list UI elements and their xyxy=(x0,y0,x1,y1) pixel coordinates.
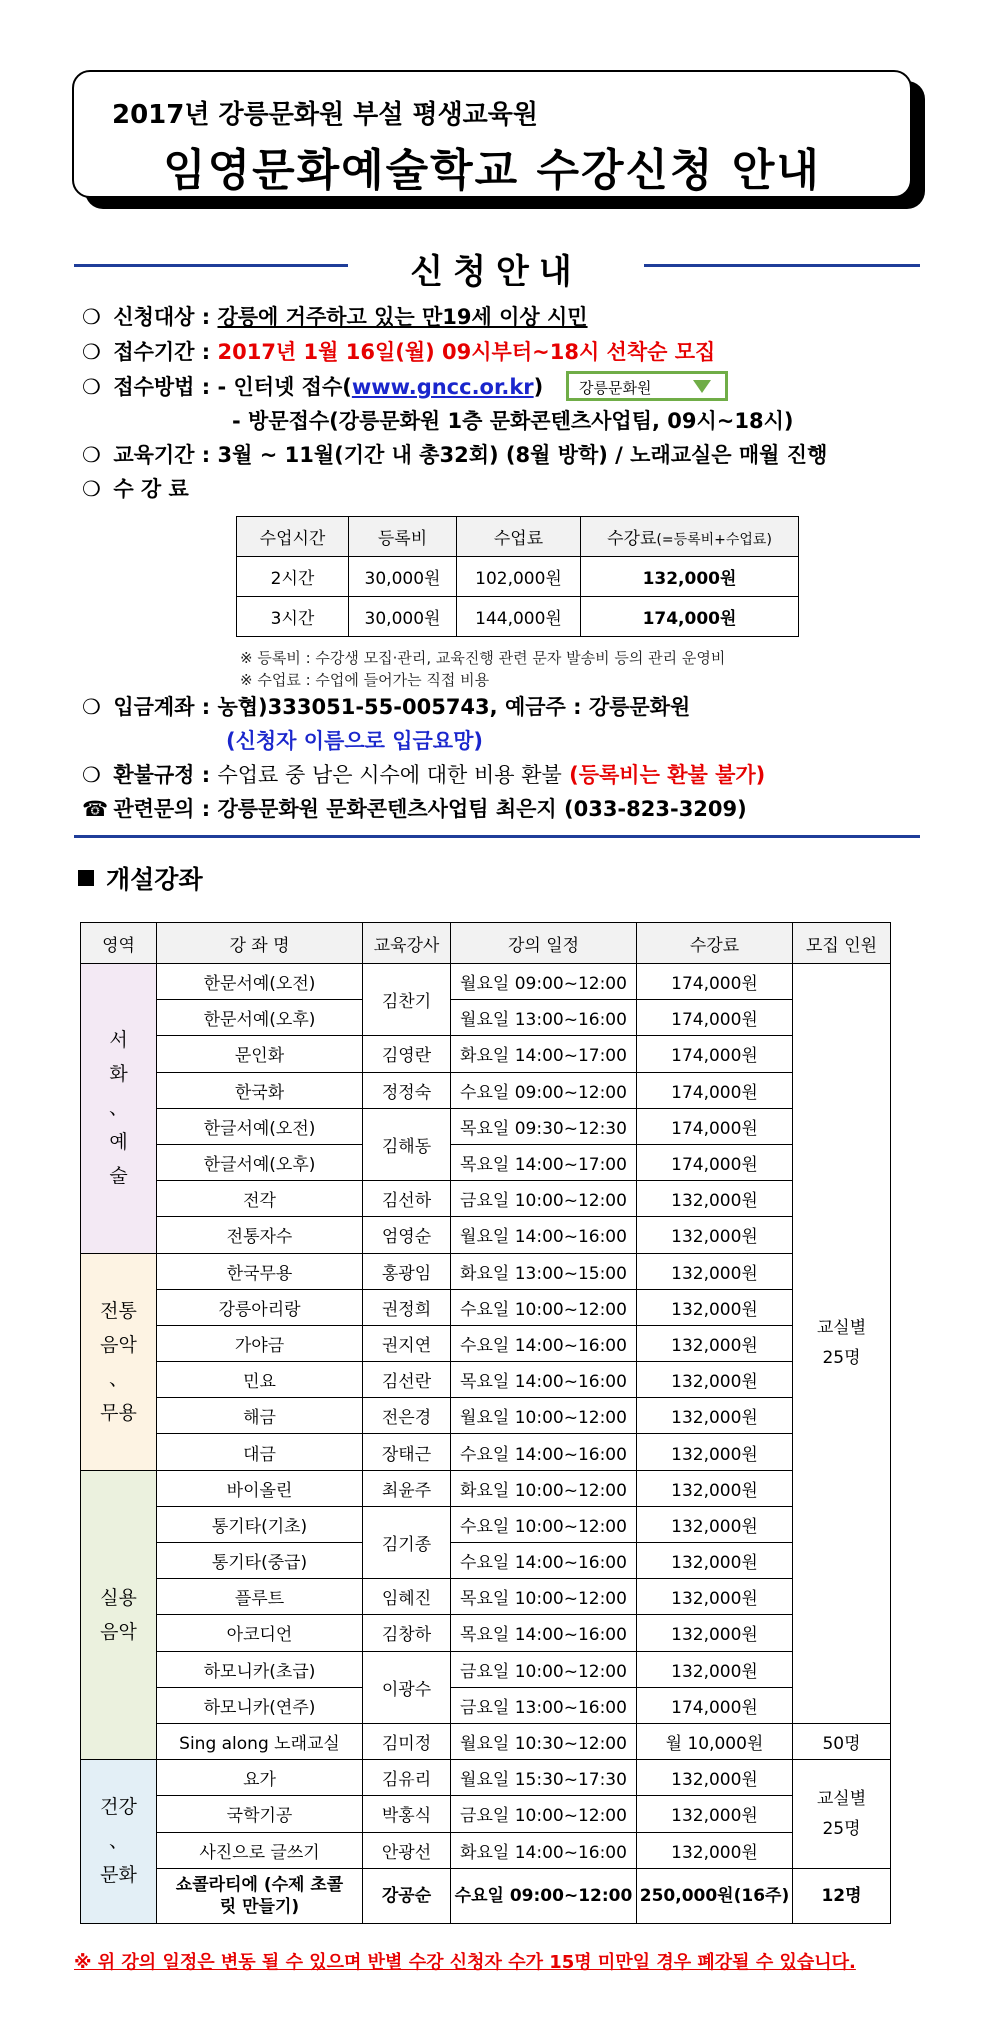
fee: 월 10,000원 xyxy=(637,1723,793,1759)
header-instructor: 교육강사 xyxy=(363,923,451,964)
table-row xyxy=(81,1362,891,1398)
fee: 174,000원 xyxy=(637,1144,793,1180)
bullet-icon: ❍ xyxy=(82,443,101,467)
table-row xyxy=(81,1470,891,1506)
fee-header-registration: 등록비 xyxy=(349,517,457,557)
bullet-icon: ❍ xyxy=(82,695,101,719)
instructor: 김영란 xyxy=(363,1036,451,1072)
schedule: 수요일 14:00~16:00 xyxy=(451,1434,637,1470)
course-name: 전통자수 xyxy=(157,1217,363,1253)
fee-header-tuition: 수업료 xyxy=(457,517,581,557)
heading-rule-right xyxy=(644,264,920,267)
info-edu-period xyxy=(82,442,827,468)
fee: 132,000원 xyxy=(637,1579,793,1615)
course-name: 한글서예(오전) xyxy=(157,1108,363,1144)
info-account-note xyxy=(226,728,483,754)
fee-table xyxy=(236,516,799,637)
fee: 132,000원 xyxy=(637,1362,793,1398)
period-value: 2017년 1월 16일(월) 09시부터~18시 선착순 모집 xyxy=(217,340,716,364)
square-bullet-icon xyxy=(78,870,94,886)
schedule: 수요일 10:00~12:00 xyxy=(451,1506,637,1542)
area-calligraphy xyxy=(81,964,157,1254)
account-note: (신청자 이름으로 입금요망) xyxy=(226,729,483,753)
instructor: 장태근 xyxy=(363,1434,451,1470)
schedule: 수요일 14:00~16:00 xyxy=(451,1325,637,1361)
table-row xyxy=(81,1072,891,1108)
course-table-header xyxy=(81,923,891,964)
course-name: 한문서예(오후) xyxy=(157,1000,363,1036)
table-row xyxy=(81,1434,891,1470)
header-subtitle: 2017년 강릉문화원 부설 평생교육원 xyxy=(112,100,539,130)
dropdown-value: 강릉문화원 xyxy=(579,379,652,397)
fee-cell: 3시간 xyxy=(237,597,349,637)
table-row xyxy=(81,1832,891,1868)
course-name-text: 쇼콜라티에 (수제 초콜릿 만들기) xyxy=(175,1874,344,1917)
edu-value: 3월 ~ 11월(기간 내 총32회) (8월 방학) / 노래교실은 매월 진행 xyxy=(217,443,828,467)
fee-cell: 30,000원 xyxy=(349,597,457,637)
info-method-visit xyxy=(232,408,794,434)
info-refund xyxy=(82,762,765,788)
header-schedule: 강의 일정 xyxy=(451,923,637,964)
table-row xyxy=(81,964,891,1000)
edu-label: 교육기간 : xyxy=(113,443,211,467)
capacity-sing: 50명 xyxy=(793,1723,891,1759)
area-traditional xyxy=(81,1253,157,1470)
course-name: 요가 xyxy=(157,1760,363,1796)
course-name: 바이올린 xyxy=(157,1470,363,1506)
bullet-icon: ❍ xyxy=(82,477,101,501)
header-box xyxy=(72,70,912,198)
instructor: 안광선 xyxy=(363,1832,451,1868)
instructor: 권지연 xyxy=(363,1325,451,1361)
table-row xyxy=(81,1506,891,1542)
table-row xyxy=(81,1217,891,1253)
method-label: 접수방법 : xyxy=(113,375,211,399)
table-row xyxy=(81,1868,891,1923)
contact-label: 관련문의 : xyxy=(113,797,211,821)
table-row xyxy=(81,1796,891,1832)
area-practical-label: 실용 음악 xyxy=(100,1586,137,1643)
area-health xyxy=(81,1760,157,1924)
course-name: 하모니카(연주) xyxy=(157,1687,363,1723)
fee: 174,000원 xyxy=(637,1000,793,1036)
course-name: 전각 xyxy=(157,1181,363,1217)
course-name: 아코디언 xyxy=(157,1615,363,1651)
course-name: 한문서예(오전) xyxy=(157,964,363,1000)
course-table xyxy=(80,922,891,1924)
fee-label: 수 강 료 xyxy=(113,477,189,501)
schedule: 목요일 14:00~16:00 xyxy=(451,1362,637,1398)
fee-header-total xyxy=(581,517,799,557)
table-row xyxy=(81,1579,891,1615)
section-heading: 신청안내 xyxy=(410,252,582,292)
fee-cell: 2시간 xyxy=(237,557,349,597)
courses-heading-text: 개설강좌 xyxy=(106,865,203,894)
schedule: 화요일 10:00~12:00 xyxy=(451,1470,637,1506)
capacity-choco: 12명 xyxy=(793,1868,891,1923)
area-calligraphy-label: 서화 、 예술 xyxy=(108,1029,128,1188)
course-name: 한글서예(오후) xyxy=(157,1144,363,1180)
info-period xyxy=(82,339,715,365)
fee: 250,000원(16주) xyxy=(637,1868,793,1923)
instructor: 김해동 xyxy=(363,1108,451,1180)
instructor: 김찬기 xyxy=(363,964,451,1036)
capacity-health-label: 교실별 25명 xyxy=(816,1788,867,1839)
schedule: 수요일 09:00~12:00 xyxy=(451,1868,637,1923)
instructor: 최윤주 xyxy=(363,1470,451,1506)
bullet-icon: ❍ xyxy=(82,305,101,329)
fee: 174,000원 xyxy=(637,1687,793,1723)
bullet-icon: ❍ xyxy=(82,763,101,787)
table-row xyxy=(81,1398,891,1434)
table-row xyxy=(81,1687,891,1723)
refund-label: 환불규정 : xyxy=(113,763,211,787)
courses-heading xyxy=(78,860,203,896)
capacity-main-label: 교실별 25명 xyxy=(816,1318,867,1369)
header-capacity: 모집 인원 xyxy=(793,923,891,964)
instructor: 김창하 xyxy=(363,1615,451,1651)
fee: 132,000원 xyxy=(637,1651,793,1687)
instructor: 이광수 xyxy=(363,1651,451,1723)
table-row xyxy=(81,1615,891,1651)
header-course: 강 좌 명 xyxy=(157,923,363,964)
info-account xyxy=(82,694,690,720)
fee-note-tuition: ※ 수업료 : 수업에 들어가는 직접 비용 xyxy=(240,671,490,689)
organization-dropdown[interactable] xyxy=(566,371,728,401)
course-name: 대금 xyxy=(157,1434,363,1470)
table-row xyxy=(81,1000,891,1036)
area-traditional-label: 전통 음악 、 무용 xyxy=(100,1299,137,1424)
fee: 174,000원 xyxy=(637,1072,793,1108)
fee-row xyxy=(237,597,799,637)
capacity-health xyxy=(793,1760,891,1869)
schedule: 월요일 10:30~12:00 xyxy=(451,1723,637,1759)
info-contact xyxy=(82,796,747,822)
table-row xyxy=(81,1543,891,1579)
instructor: 김선하 xyxy=(363,1181,451,1217)
area-practical xyxy=(81,1470,157,1760)
info-method xyxy=(82,374,543,400)
fee: 132,000원 xyxy=(637,1217,793,1253)
schedule: 금요일 10:00~12:00 xyxy=(451,1181,637,1217)
schedule: 화요일 13:00~15:00 xyxy=(451,1253,637,1289)
course-name: 가야금 xyxy=(157,1325,363,1361)
fee-cell: 174,000원 xyxy=(581,597,799,637)
schedule: 목요일 14:00~17:00 xyxy=(451,1144,637,1180)
course-name xyxy=(157,1868,363,1923)
instructor: 홍광임 xyxy=(363,1253,451,1289)
schedule: 수요일 09:00~12:00 xyxy=(451,1072,637,1108)
schedule: 목요일 10:00~12:00 xyxy=(451,1579,637,1615)
info-target xyxy=(82,304,588,330)
header-fee: 수강료 xyxy=(637,923,793,964)
course-name: Sing along 노래교실 xyxy=(157,1723,363,1759)
course-name: 사진으로 글쓰기 xyxy=(157,1832,363,1868)
table-row xyxy=(81,1325,891,1361)
instructor: 김유리 xyxy=(363,1760,451,1796)
contact-value: 강릉문화원 문화콘텐츠사업팀 최은지 (033-823-3209) xyxy=(217,797,747,821)
schedule: 금요일 10:00~12:00 xyxy=(451,1651,637,1687)
course-name: 통기타(중급) xyxy=(157,1543,363,1579)
table-row xyxy=(81,1723,891,1759)
refund-note: (등록비는 환불 불가) xyxy=(569,763,766,787)
fee: 132,000원 xyxy=(637,1434,793,1470)
course-name: 한국화 xyxy=(157,1072,363,1108)
target-value: 강릉에 거주하고 있는 만19세 이상 시민 xyxy=(217,305,588,329)
table-row xyxy=(81,1253,891,1289)
footnote: ※ 위 강의 일정은 변동 될 수 있으며 반별 수강 신청자 수가 15명 미만일 경우 폐강될 수 있습니다. xyxy=(74,1952,856,1973)
fee: 174,000원 xyxy=(637,1036,793,1072)
table-row xyxy=(81,1144,891,1180)
page-title: 임영문화예술학교 수강신청 안내 xyxy=(163,145,821,196)
fee: 174,000원 xyxy=(637,1108,793,1144)
fee: 132,000원 xyxy=(637,1506,793,1542)
fee: 132,000원 xyxy=(637,1289,793,1325)
schedule: 화요일 14:00~16:00 xyxy=(451,1832,637,1868)
table-row xyxy=(81,1651,891,1687)
fee-cell: 30,000원 xyxy=(349,557,457,597)
schedule: 월요일 15:30~17:30 xyxy=(451,1760,637,1796)
instructor: 정정숙 xyxy=(363,1072,451,1108)
table-row xyxy=(81,1760,891,1796)
method-visit: - 방문접수(강릉문화원 1층 문화콘텐츠사업팀, 09시~18시) xyxy=(232,409,794,433)
fee-table-header xyxy=(237,517,799,557)
fee: 132,000원 xyxy=(637,1832,793,1868)
fee-cell: 102,000원 xyxy=(457,557,581,597)
course-name: 플루트 xyxy=(157,1579,363,1615)
fee: 132,000원 xyxy=(637,1325,793,1361)
info-fee xyxy=(82,476,189,502)
account-label: 입금계좌 : xyxy=(113,695,211,719)
fee-cell: 144,000원 xyxy=(457,597,581,637)
table-row xyxy=(81,1289,891,1325)
course-name: 한국무용 xyxy=(157,1253,363,1289)
fee-header-total-formula: (=등록비+수업료) xyxy=(656,532,772,548)
fee: 132,000원 xyxy=(637,1398,793,1434)
fee: 174,000원 xyxy=(637,964,793,1000)
fee: 132,000원 xyxy=(637,1253,793,1289)
method-online-suffix: ) xyxy=(533,375,544,399)
course-name: 해금 xyxy=(157,1398,363,1434)
heading-rule-left xyxy=(74,264,348,267)
fee-cell: 132,000원 xyxy=(581,557,799,597)
schedule: 금요일 10:00~12:00 xyxy=(451,1796,637,1832)
area-health-label: 건강 、 문화 xyxy=(100,1796,137,1887)
fee: 132,000원 xyxy=(637,1181,793,1217)
instructor: 김선란 xyxy=(363,1362,451,1398)
fee-header-total-label: 수강료 xyxy=(607,529,657,549)
course-name: 하모니카(초급) xyxy=(157,1651,363,1687)
schedule: 월요일 13:00~16:00 xyxy=(451,1000,637,1036)
fee-note-registration: ※ 등록비 : 수강생 모집·관리, 교육진행 관련 문자 발송비 등의 관리 운영비 xyxy=(240,649,726,667)
table-row xyxy=(81,1181,891,1217)
fee: 132,000원 xyxy=(637,1615,793,1651)
course-name: 국학기공 xyxy=(157,1796,363,1832)
schedule: 월요일 14:00~16:00 xyxy=(451,1217,637,1253)
dropdown-arrow-icon xyxy=(693,380,711,393)
instructor: 강공순 xyxy=(363,1868,451,1923)
instructor: 박홍식 xyxy=(363,1796,451,1832)
schedule: 목요일 14:00~16:00 xyxy=(451,1615,637,1651)
schedule: 금요일 13:00~16:00 xyxy=(451,1687,637,1723)
table-row xyxy=(81,1036,891,1072)
fee: 132,000원 xyxy=(637,1543,793,1579)
bullet-icon: ❍ xyxy=(82,340,101,364)
website-link[interactable]: www.gncc.or.kr xyxy=(351,375,534,399)
section-divider xyxy=(74,835,920,838)
fee-header-time: 수업시간 xyxy=(237,517,349,557)
course-name: 민요 xyxy=(157,1362,363,1398)
period-label: 접수기간 : xyxy=(113,340,211,364)
refund-value: 수업료 중 남은 시수에 대한 비용 환불 xyxy=(217,763,562,787)
course-name: 강릉아리랑 xyxy=(157,1289,363,1325)
instructor: 권정희 xyxy=(363,1289,451,1325)
schedule: 월요일 09:00~12:00 xyxy=(451,964,637,1000)
instructor: 김기종 xyxy=(363,1506,451,1578)
capacity-main xyxy=(793,964,891,1724)
target-label: 신청대상 : xyxy=(113,305,211,329)
method-online-prefix: - 인터넷 접수( xyxy=(217,375,352,399)
fee: 132,000원 xyxy=(637,1470,793,1506)
bullet-icon: ❍ xyxy=(82,375,101,399)
schedule: 화요일 14:00~17:00 xyxy=(451,1036,637,1072)
fee: 132,000원 xyxy=(637,1796,793,1832)
fee: 132,000원 xyxy=(637,1760,793,1796)
table-row xyxy=(81,1108,891,1144)
schedule: 월요일 10:00~12:00 xyxy=(451,1398,637,1434)
course-name: 통기타(기초) xyxy=(157,1506,363,1542)
account-value: 농협)333051-55-005743, 예금주 : 강릉문화원 xyxy=(217,695,691,719)
fee-row xyxy=(237,557,799,597)
schedule: 목요일 09:30~12:30 xyxy=(451,1108,637,1144)
instructor: 엄영순 xyxy=(363,1217,451,1253)
phone-icon: ☎ xyxy=(82,797,109,821)
instructor: 임혜진 xyxy=(363,1579,451,1615)
header-area: 영역 xyxy=(81,923,157,964)
schedule: 수요일 14:00~16:00 xyxy=(451,1543,637,1579)
instructor: 전은경 xyxy=(363,1398,451,1434)
instructor: 김미정 xyxy=(363,1723,451,1759)
schedule: 수요일 10:00~12:00 xyxy=(451,1289,637,1325)
course-name: 문인화 xyxy=(157,1036,363,1072)
